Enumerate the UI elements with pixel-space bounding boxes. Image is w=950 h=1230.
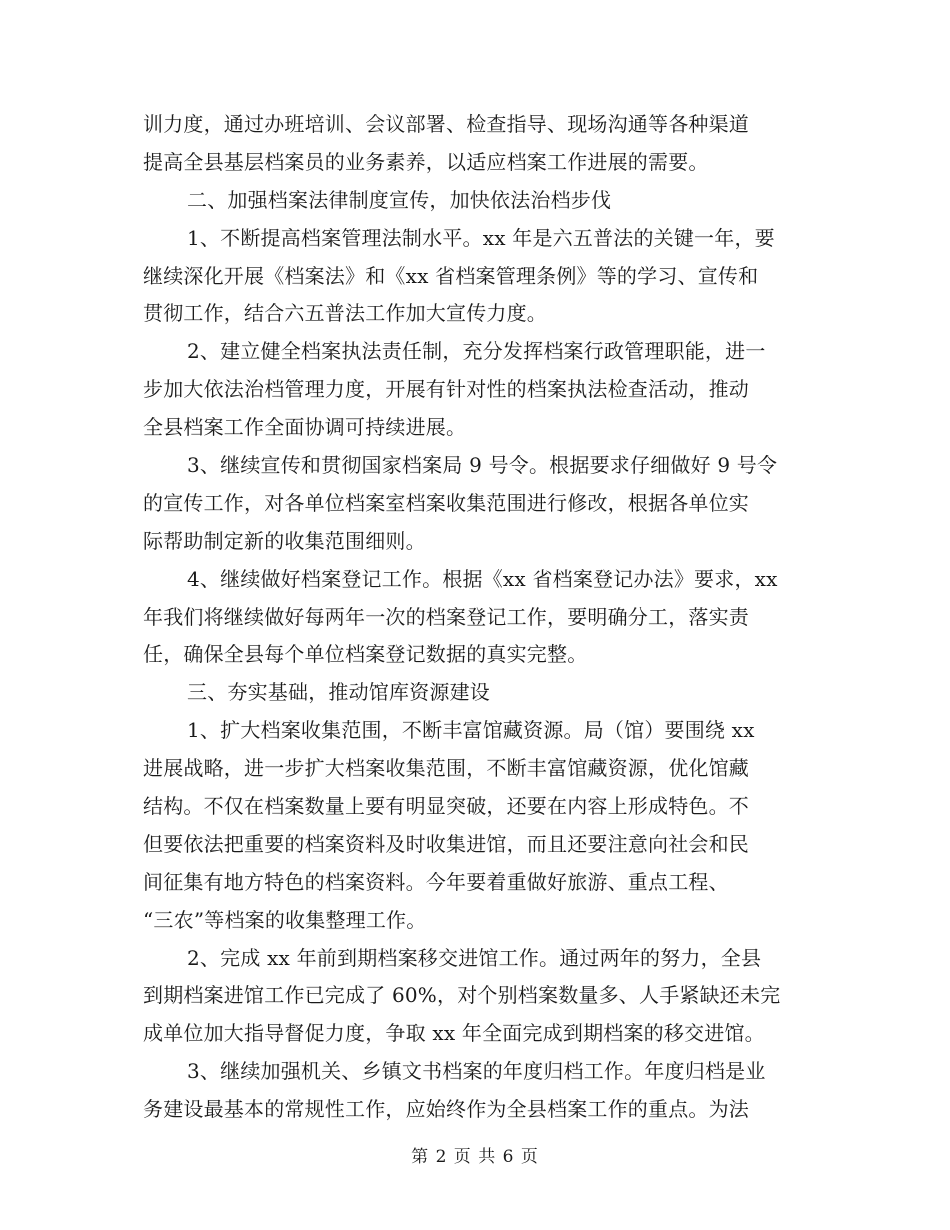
- text-line: 全县档案工作全面协调可持续进展。: [143, 415, 467, 440]
- text-line: 贯彻工作，结合六五普法工作加大宣传力度。: [143, 301, 547, 326]
- text-line: 3、继续加强机关、乡镇文书档案的年度归档工作。年度归档是业: [187, 1059, 766, 1084]
- text-line: 继续深化开展《档案法》和《xx 省档案管理条例》等的学习、宣传和: [143, 263, 759, 288]
- body-text: [143, 106, 807, 1129]
- text-line: 4、继续做好档案登记工作。根据《xx 省档案登记办法》要求，xx: [187, 566, 778, 591]
- text-line: 进展战略，进一步扩大档案收集范围，不断丰富馆藏资源，优化馆藏: [143, 756, 749, 781]
- text-line: 的宣传工作，对各单位档案室档案收集范围进行修改，根据各单位实: [143, 490, 749, 515]
- text-line: 1、扩大档案收集范围，不断丰富馆藏资源。局（馆）要围绕 xx: [187, 718, 755, 743]
- text-line: 务建设最基本的常规性工作，应始终作为全县档案工作的重点。为法: [143, 1097, 749, 1122]
- text-line: 1、不断提高档案管理法制水平。xx 年是六五普法的关键一年，要: [187, 225, 775, 250]
- text-line: 3、继续宣传和贯彻国家档案局 9 号令。根据要求仔细做好 9 号令: [187, 453, 778, 478]
- text-line: 2、完成 xx 年前到期档案移交进馆工作。通过两年的努力，全县: [187, 945, 762, 970]
- text-line: 到期档案进馆工作已完成了 60%，对个别档案数量多、人手紧缺还未完: [143, 983, 781, 1008]
- text-line: 步加大依法治档管理力度，开展有针对性的档案执法检查活动，推动: [143, 377, 749, 402]
- section-heading: 三、夯实基础，推动馆库资源建设: [187, 680, 490, 705]
- text-line: 成单位加大指导督促力度，争取 xx 年全面完成到期档案的移交进馆。: [143, 1021, 765, 1046]
- text-line: 任，确保全县每个单位档案登记数据的真实完整。: [143, 642, 588, 667]
- section-heading: 二、加强档案法律制度宣传，加快依法治档步伐: [187, 187, 612, 212]
- page-footer: 第 2 页 共 6 页: [411, 1147, 539, 1167]
- text-line: 间征集有地方特色的档案资料。今年要着重做好旅游、重点工程、: [143, 869, 729, 894]
- text-line: 训力度，通过办班培训、会议部署、检查指导、现场沟通等各种渠道: [143, 112, 749, 136]
- text-line: 2、建立健全档案执法责任制，充分发挥档案行政管理职能，进一: [187, 339, 766, 364]
- text-line: 际帮助制定新的收集范围细则。: [143, 528, 426, 553]
- text-line: “三农”等档案的收集整理工作。: [143, 907, 427, 932]
- text-line: 但要依法把重要的档案资料及时收集进馆，而且还要注意向社会和民: [143, 831, 749, 856]
- text-line: 提高全县基层档案员的业务素养，以适应档案工作进展的需要。: [143, 149, 709, 174]
- text-line: 年我们将继续做好每两年一次的档案登记工作，要明确分工，落实责: [143, 604, 749, 629]
- text-line: 结构。不仅在档案数量上要有明显突破，还要在内容上形成特色。不: [143, 794, 749, 819]
